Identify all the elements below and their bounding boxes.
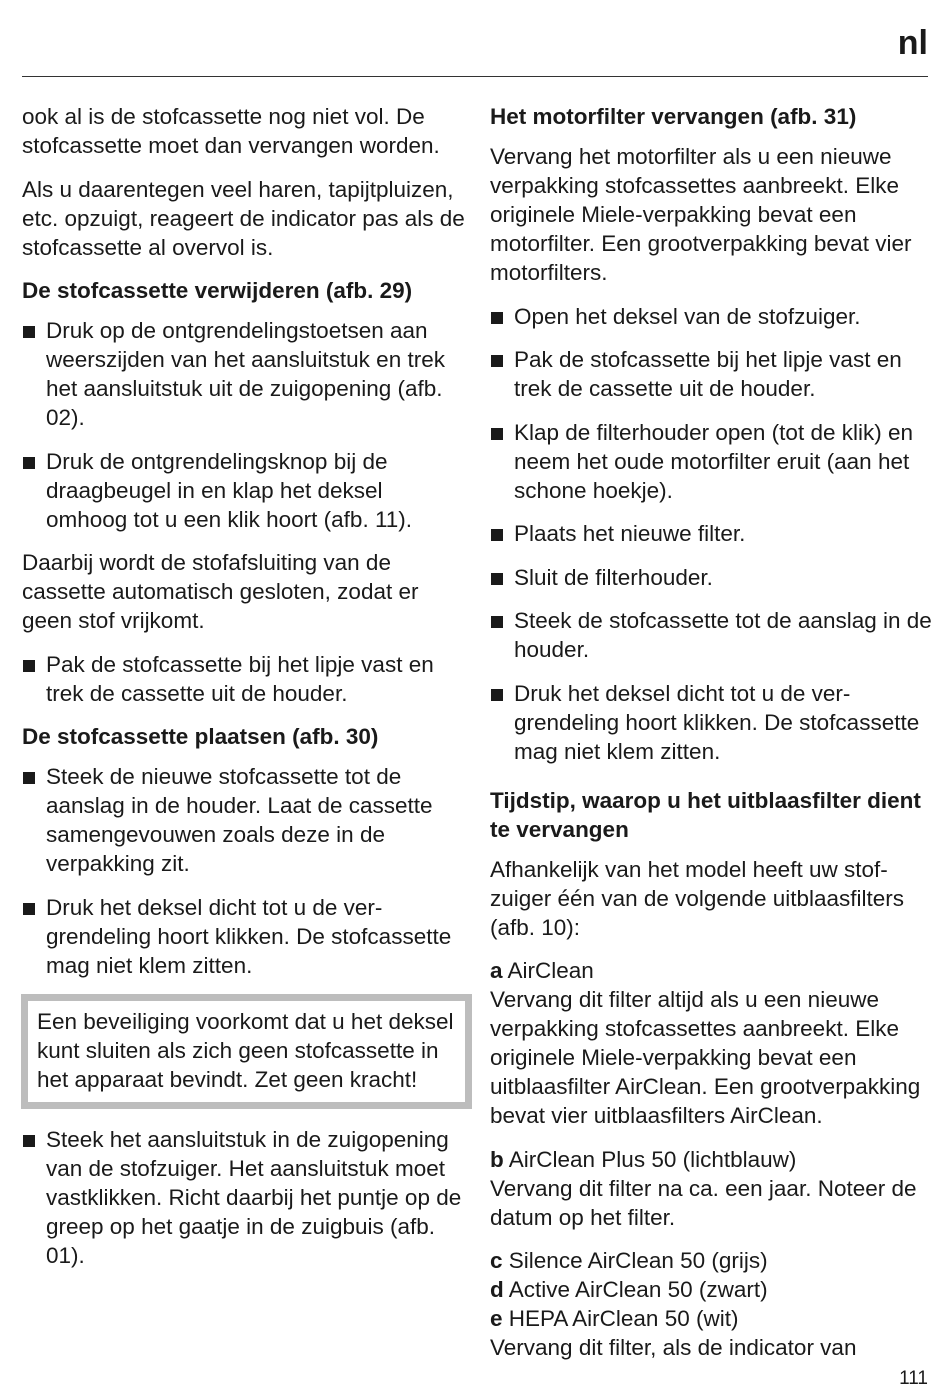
square-bullet-icon <box>23 772 35 784</box>
paragraph-hair-note: Als u daarentegen veel haren, tapijtpluizen, etc. opzuigt, reageert de indicator pas als de stofcassette al overvol is. <box>22 176 465 260</box>
square-bullet-icon <box>23 457 35 469</box>
square-bullet-icon <box>23 1135 35 1147</box>
right-column <box>490 102 935 1377</box>
square-bullet-icon <box>491 529 503 541</box>
filter-b-text: Vervang dit filter na ca. een jaar. Noteer de datum op het filter. <box>490 1175 917 1230</box>
safety-note-text: Een beveiliging voorkomt dat u het deksel kunt sluiten als zich geen stofcassette in het apparaat bevindt. Zet geen kracht! <box>37 1009 454 1092</box>
filter-cde-block <box>490 1246 935 1362</box>
square-bullet-icon <box>491 573 503 585</box>
list-item <box>22 650 467 708</box>
list-item <box>22 893 467 980</box>
filter-e-name: HEPA AirClean 50 (wit) <box>508 1306 739 1331</box>
filter-c-name: Silence AirClean 50 (grijs) <box>508 1248 768 1273</box>
paragraph-motor-filter: Vervang het motorfilter als u een nieuwe verpakking stofcassettes aanbreekt. Elke originele Miele-verpakking bevat een motorfilter. Een grootverpakking bevat vier motorfilters. <box>490 144 912 285</box>
list-item <box>490 302 935 331</box>
filter-b-name: AirClean Plus 50 (lichtblauw) <box>508 1146 797 1172</box>
square-bullet-icon <box>23 660 35 672</box>
list-item-text: Druk de ontgrendelingsknop bij de draagbeugel in en klap het deksel omhoog tot u een klik hoort (afb. 11). <box>46 448 413 532</box>
filter-a-text: Vervang dit filter altijd als u een nieuwe verpakking stofcassettes aanbreekt. Elke originele Miele-verpakking bevat een uitblaasfilter AirClean. Een grootverpakking bevat vier uitblaasfilters AirClean. <box>490 987 921 1128</box>
list-item <box>490 519 935 548</box>
header-rule <box>22 76 928 77</box>
filter-d-key: d <box>490 1277 504 1302</box>
list-item <box>490 563 935 592</box>
paragraph-exhaust-filter-types: Afhankelijk van het model heeft uw stofzuiger één van de volgende uitblaasfilters (afb. 10): <box>490 856 905 940</box>
list-item-text: Pak de stofcassette bij het lipje vast en trek de cassette uit de houder. <box>514 347 902 401</box>
list-item <box>22 316 467 432</box>
filter-e-text: Vervang dit filter, als de indicator van <box>490 1335 857 1360</box>
filter-a-name: AirClean <box>507 958 594 983</box>
filter-b-key: b <box>490 1146 504 1172</box>
language-code: nl <box>897 24 928 62</box>
square-bullet-icon <box>491 312 503 324</box>
list-item <box>490 345 935 403</box>
list-item <box>22 762 467 878</box>
list-item-text: Sluit de filterhouder. <box>514 564 713 590</box>
list-item-text: Klap de filterhouder open (tot de klik) en neem het oude motorfilter eruit (aan het schone hoekje). <box>514 419 913 503</box>
square-bullet-icon <box>23 326 35 338</box>
filter-d-name: Active AirClean 50 (zwart) <box>508 1277 768 1302</box>
paragraph-stofcassette-not-full: ook al is de stofcassette nog niet vol. De stofcassette moet dan vervangen worden. <box>22 104 440 158</box>
list-item-text: Druk op de ontgrendelingstoetsen aan weerszijden van het aansluitstuk en trek het aansluitstuk uit de zuigopening (afb. 02). <box>46 318 445 430</box>
list-item-text: Steek de stofcassette tot de aanslag in de houder. <box>514 608 932 662</box>
list-item-text: Druk het deksel dicht tot u de vergrendeling hoort klikken. De stofcassette mag niet klem zitten. <box>514 680 920 764</box>
list-item-text: Steek de nieuwe stofcassette tot de aanslag in de houder. Laat de cassette samengevouwen zoals deze in de verpakking zit. <box>46 764 433 876</box>
filter-e-key: e <box>490 1306 503 1331</box>
left-column <box>22 102 467 1285</box>
filter-a-key: a <box>490 958 503 983</box>
list-item <box>22 1125 467 1270</box>
page-number: 111 <box>899 1368 928 1389</box>
list-item-text: Plaats het nieuwe filter. <box>514 521 746 546</box>
heading-remove-cassette: De stofcassette verwijderen (afb. 29) <box>22 278 413 303</box>
heading-exhaust-filter-timing: Tijdstip, waarop u het uitblaasfilter dient te vervangen <box>490 787 921 842</box>
heading-replace-motor-filter: Het motorfilter vervangen (afb. 31) <box>490 104 857 129</box>
safety-note-box <box>21 994 472 1109</box>
filter-c-key: c <box>490 1248 503 1273</box>
list-item-text: Open het deksel van de stofzuiger. <box>514 303 861 329</box>
list-item-text: Pak de stofcassette bij het lipje vast en trek de cassette uit de houder. <box>46 651 434 706</box>
square-bullet-icon <box>491 616 503 628</box>
list-item <box>490 606 935 664</box>
list-item-text: Druk het deksel dicht tot u de vergrendeling hoort klikken. De stofcassette mag niet klem zitten. <box>46 894 452 978</box>
heading-insert-cassette: De stofcassette plaatsen (afb. 30) <box>22 724 379 749</box>
list-item <box>490 418 935 505</box>
list-item <box>22 447 467 534</box>
paragraph-dust-seal: Daarbij wordt de stofafsluiting van de cassette automatisch gesloten, zodat er geen stof vrijkomt. <box>22 550 419 633</box>
list-item <box>490 679 935 766</box>
filter-b-block <box>490 1145 935 1232</box>
square-bullet-icon <box>491 689 503 701</box>
list-item-text: Steek het aansluitstuk in de zuigopening van de stofzuiger. Het aansluitstuk moet vastklikken. Richt daarbij het puntje op de greep op het gaatje in de zuigbuis (afb. 01). <box>46 1127 462 1268</box>
square-bullet-icon <box>23 903 35 915</box>
square-bullet-icon <box>491 428 503 440</box>
filter-a-block <box>490 956 935 1130</box>
square-bullet-icon <box>491 355 503 367</box>
